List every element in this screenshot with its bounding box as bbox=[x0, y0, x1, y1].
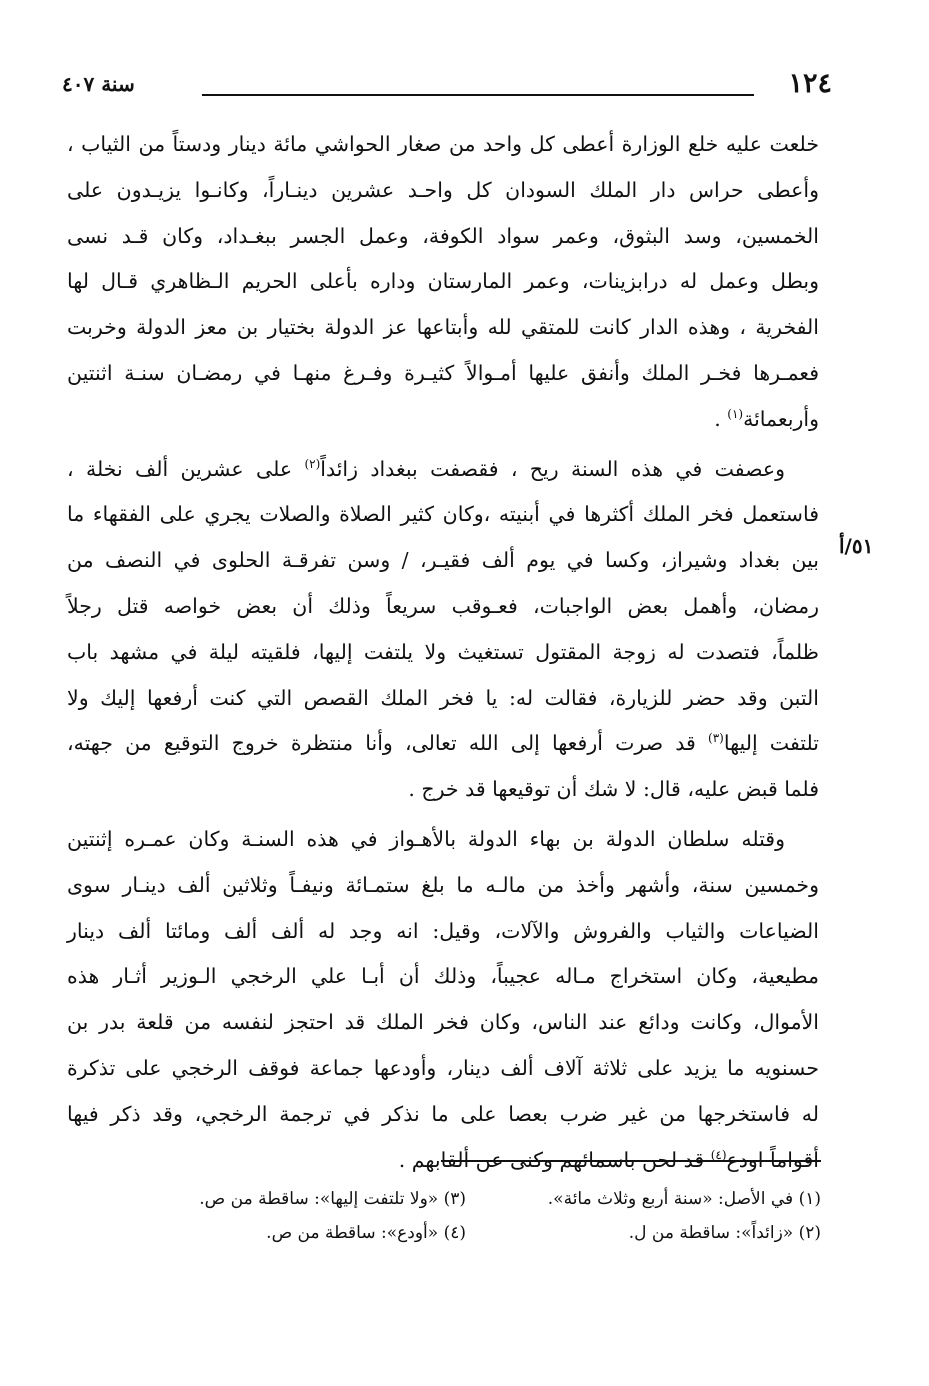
text-line: الضياعات والثياب والفروش والآلات، وقيل: انه وجد له ألف ألف ومائتا ألف دينار bbox=[67, 918, 819, 943]
text-line: وأعطى حراس دار الملك السودان كل واحـد عشرين دينـاراً، وكانـوا يزيـدون على bbox=[67, 177, 819, 202]
footnote-marker: (١) bbox=[727, 406, 744, 421]
text-line: فاستعمل فخر الملك أكثرها في أبنيته ،وكان كثير الصلاة والصلات يجري على الفقهاء ما bbox=[67, 502, 819, 527]
footnote-1: (١) في الأصل: «سنة أربع وثلاث مائة». bbox=[547, 1189, 821, 1209]
footnotes-column-right bbox=[506, 1182, 821, 1250]
text-line: وبطل وعمل له درابزينات، وعمر المارستان وداره بأعلى الحريم الـظاهري قـال لها bbox=[67, 269, 819, 294]
text-line-first: وقتله سلطان الدولة بن بهاء الدولة بالأهـواز في هذه السنـة وكان عمـره إثنتين bbox=[67, 826, 785, 851]
manuscript-folio-ref: ٥١/أ bbox=[839, 534, 874, 558]
footnote-marker: (٢) bbox=[304, 456, 321, 471]
running-year: سنة ٤٠٧ bbox=[62, 72, 135, 96]
header-rule bbox=[202, 94, 754, 96]
text-line: وخمسين سنة، وأشهر وأخذ من مالـه ما بلغ ستمـائة ونيفـاً وثلاثين ألف دينـار سوى bbox=[67, 872, 819, 897]
text-line: فعمـرها فخـر الملك وأنفق عليها أمـوالاً كثيـرة وفـرغ منهـا في رمضـان سنـة اثنتين bbox=[67, 360, 819, 385]
paragraph-1 bbox=[67, 122, 819, 443]
footnote-marker: (٣) bbox=[708, 731, 724, 746]
text-line: الفخرية ، وهذه الدار كانت للمتقي لله وأبتاعها عز الدولة بختيار بن معز الدولة وخربت bbox=[67, 315, 819, 340]
text-line: رمضان، وأهمل بعض الواجبات، فعـوقب سريعاً وذلك أن بعض خواصه قتل رجلاً bbox=[67, 593, 819, 618]
text-line: التبن وقد حضر للزيارة، فقالت له: يا فخر الملك القصص التي كنت أرفعها إليك ولا bbox=[67, 685, 819, 710]
text-line: ظلماً، فتصدت له زوجة المقتول تستغيث ولا يلتفت إليها، فلقيته ليلة في مشهد باب bbox=[67, 639, 819, 664]
text-fragment: قد صرت أرفعها إلى الله تعالى، وأنا منتظرة خروج التوقيع من جهته، bbox=[67, 731, 708, 756]
text-line-last bbox=[67, 397, 819, 443]
text-fragment: وأربعمائة bbox=[743, 406, 819, 431]
footnote-rule bbox=[441, 1160, 821, 1162]
text-line: الخمسين، وسد البثوق، وعمر سواد الكوفة، وعمل الجسر ببغـداد، وكان قـد نسى bbox=[67, 223, 819, 248]
footnote-4: (٤) «أودع»: ساقطة من ص. bbox=[266, 1223, 466, 1243]
text-line: له فاستخرجها من غير ضرب بعصا على ما نذكر في ترجمة الرخجي، وقد ذكر فيها bbox=[67, 1101, 819, 1126]
text-line-first bbox=[67, 447, 819, 493]
footnotes-column-left bbox=[156, 1182, 466, 1250]
text-fragment: تلتفت إليها bbox=[723, 731, 819, 756]
footnote-2: (٢) «زائداً»: ساقطة من ل. bbox=[628, 1223, 821, 1243]
text-line: حسنويه ما يزيد على ثلاثة آلاف ألف دينار، وأودعها جماعة فوقف الرخجي على تذكرة bbox=[67, 1055, 819, 1080]
text-line: مطيعية، وكان استخراج مـاله عجيباً، وذلك أن أبـا علي الرخجي الـوزير أثـار هذه bbox=[67, 964, 819, 989]
running-header bbox=[62, 64, 832, 104]
paragraph-2 bbox=[67, 447, 819, 813]
paragraph-3 bbox=[67, 817, 819, 1183]
text-line bbox=[67, 721, 819, 767]
footnote-marker: (٤) bbox=[710, 1147, 727, 1162]
text-line-last: فلما قبض عليه، قال: لا شك أن توقيعها قد خرج . bbox=[408, 777, 819, 802]
main-text bbox=[67, 122, 819, 1187]
text-fragment: على عشرين ألف نخلة ، bbox=[67, 456, 305, 481]
text-line: الأموال، وكانت ودائع عند الناس، وكان فخر الملك قد احتجز لنفسه من قلعة بدر بن bbox=[67, 1010, 819, 1035]
text-line: بين بغداد وشيراز، وكسا في يوم ألف فقيـر، / وسن تفرقـة الحلوى في النصف من bbox=[67, 548, 819, 573]
text-fragment: . bbox=[714, 406, 728, 431]
footnote-3: (٣) «ولا تلتفت إليها»: ساقطة من ص. bbox=[199, 1189, 466, 1209]
text-fragment: وعصفت في هذه السنة ريح ، فقصفت ببغداد زائداً bbox=[320, 456, 786, 481]
text-fragment: أقواماً اودع bbox=[726, 1147, 819, 1172]
text-fragment: قد لحن باسمائهم وكنى عن ألقابهم . bbox=[398, 1147, 711, 1172]
text-line: خلعت عليه خلع الوزارة أعطى كل واحد من صغار الحواشي مائة دينار ودستاً من الثياب ، bbox=[67, 132, 819, 156]
page-number: ١٢٤ bbox=[788, 68, 832, 99]
